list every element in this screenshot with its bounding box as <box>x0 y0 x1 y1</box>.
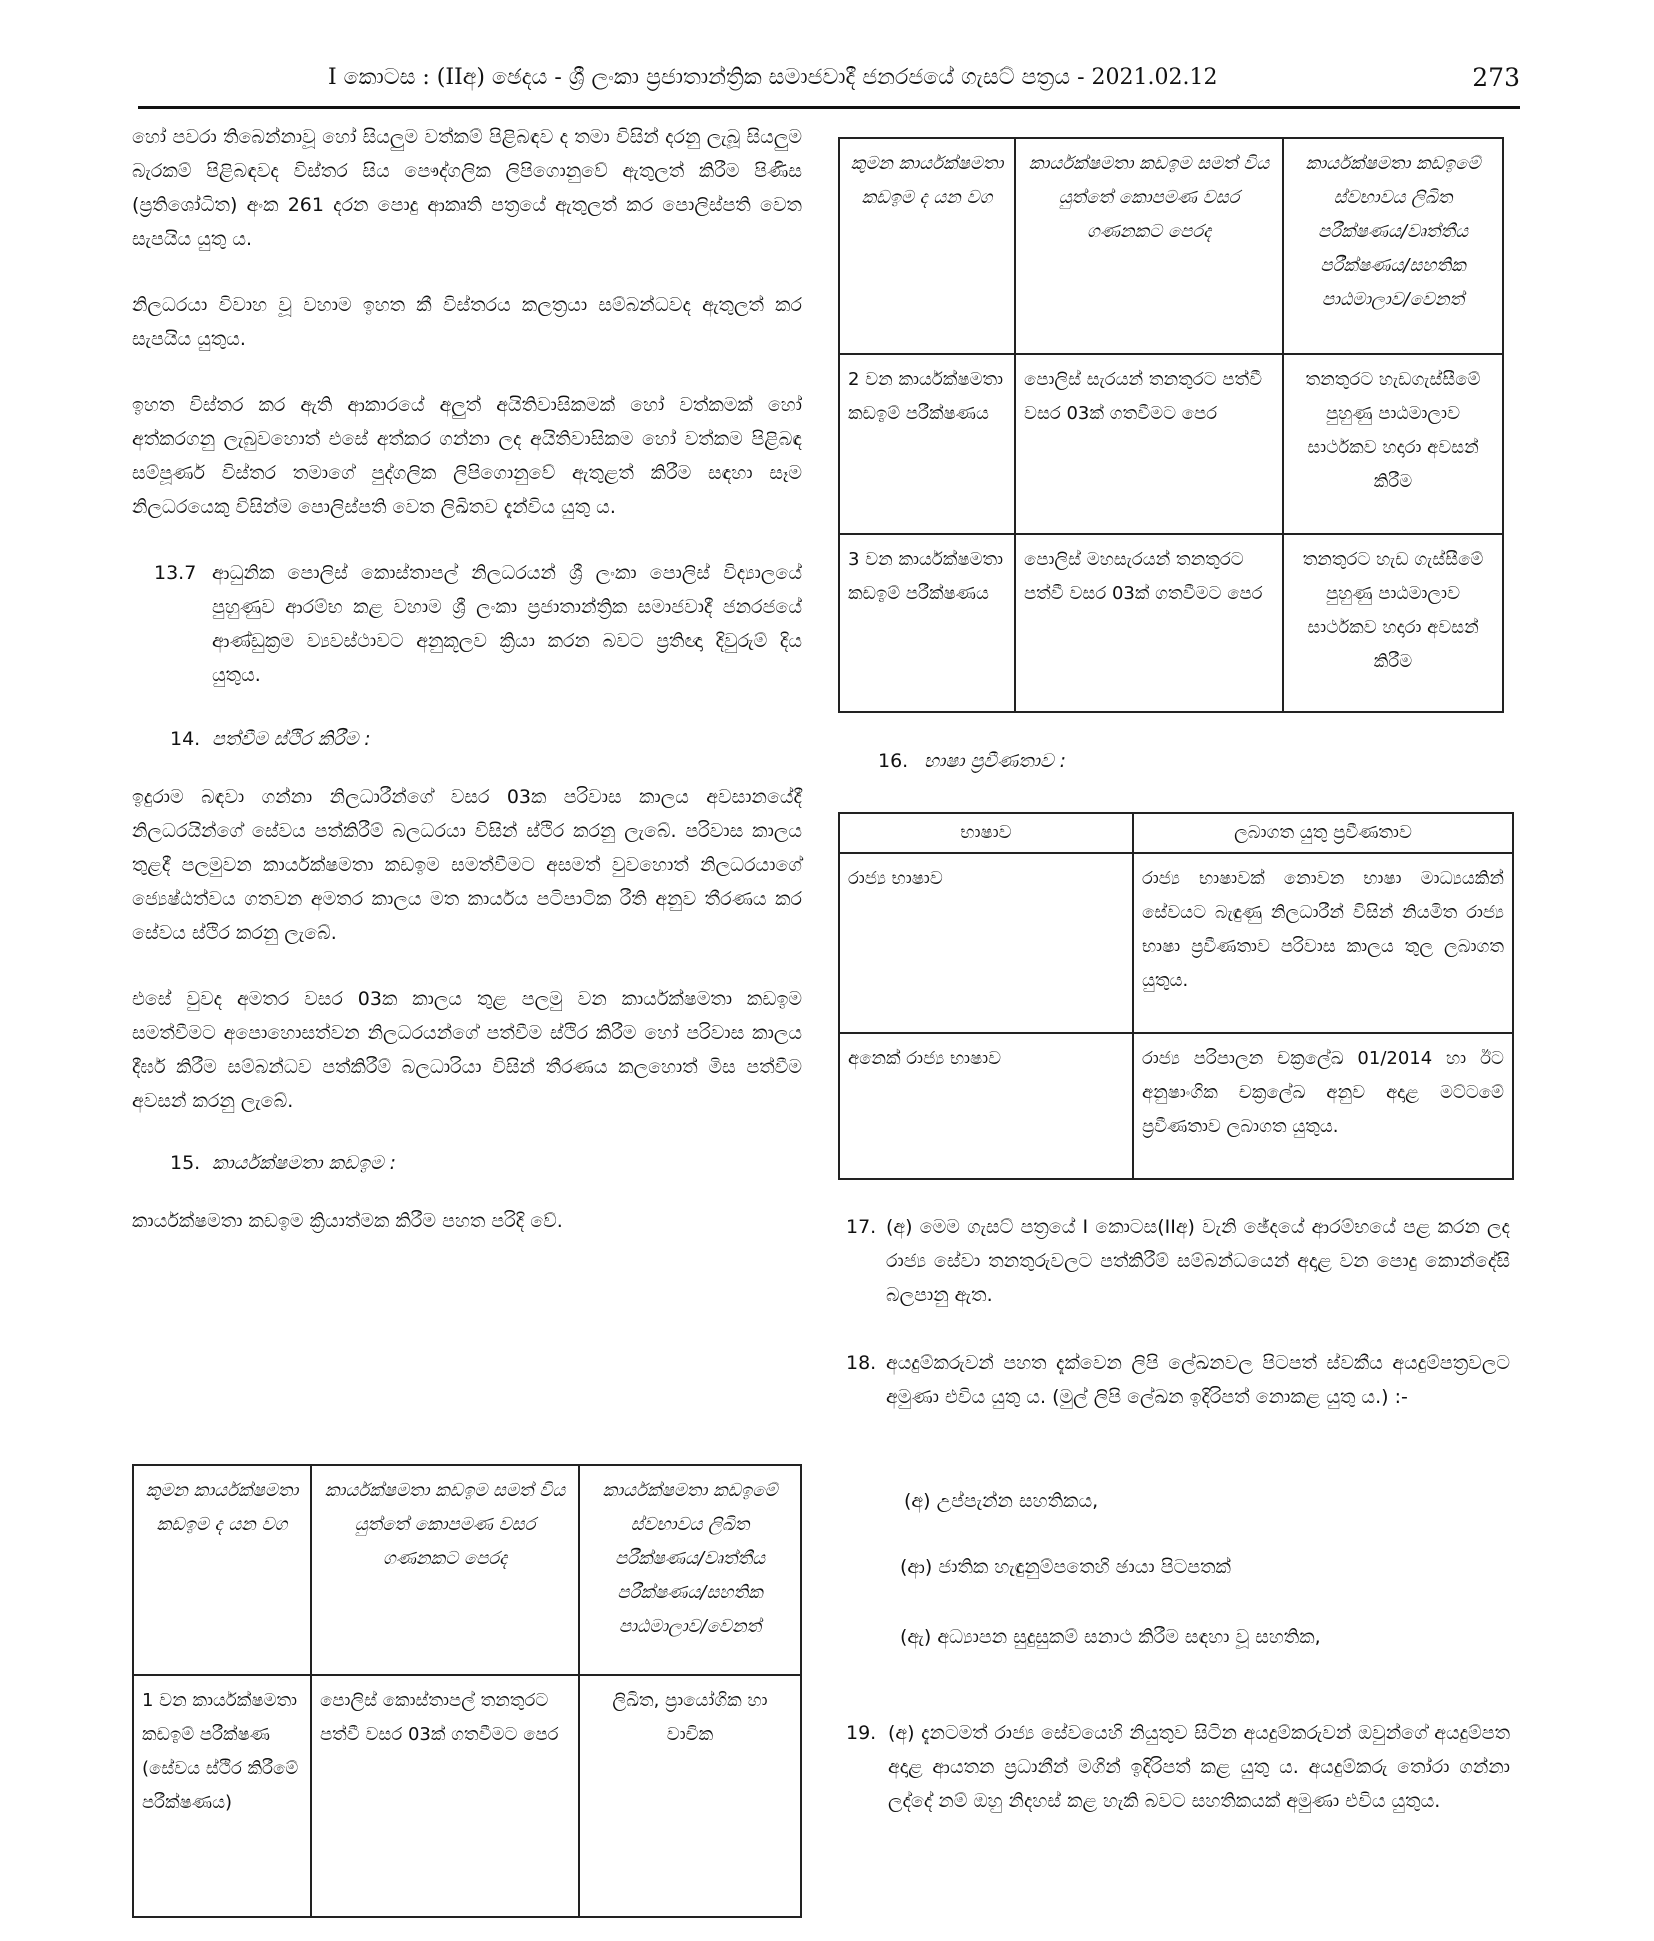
table-cell: තනතුරට හැඩ ගැස්සීමේ පුහුණු පාඨමාලාව සාර්ථකව හදාරා අවසන් කිරීම <box>1283 534 1503 712</box>
section-15 <box>132 1146 802 1180</box>
header-title: I කොටස : (IIඅ) ඡෙදය - ශ්‍රී ලංකා ප්‍රජාතාන්ත්‍රික සමාජවාදී ජනරජයේ ගැසට් පත්‍රය - 2021.02.12 <box>328 65 1218 90</box>
table-cell: පොලිස් සැරයන් තනතුරට පත්වී වසර 03ක් ගතවීමට පෙර <box>1015 354 1283 534</box>
header-cell: කුමන කාර්යක්ෂමතා කඩඉම ද යන වග <box>133 1465 311 1675</box>
section-18-text: අයදුම්කරුවන් පහත දැක්වෙන ලිපි ලේඛනවල පිටපත් ස්වකීය අයදුම්පත්‍රවලට අමුණා එවිය යුතු ය. (මුල් ලිපි ලේඛන ඉදිරිපත් නොකළ යුතු ය.) :- <box>886 1352 1510 1408</box>
table-cell: පොලිස් කොස්තාපල් තනතුරට පත්වී වසර 03ක් ගතවීමට පෙර <box>311 1675 579 1917</box>
paragraph-assets: හෝ පවරා තිබෙන්නාවූ හෝ සියලුම වත්කම් පිළිබඳව ද තමා විසින් දරනු ලැබූ සියලුම බැරකම් පිළිබඳවද විස්තර සිය පෞද්ගලික ලිපිගොනුවේ ඇතුලත් කිරීම පිණිස (ප්‍රතිශෝධිත) අංක 261 දරන පොදු ආකෘති පත්‍රයේ ඇතුලත් කර පොලිස්පති වෙත සැපයිය යුතු ය. <box>132 126 802 250</box>
section-number: 19. <box>846 1722 877 1744</box>
section-17-text: (අ) මෙම ගැසට් පත්‍රයේ I කොටස(IIඅ) වැනි ඡේදයේ ආරම්භයේ පළ කරන ලද රාජ්‍ය සේවා තනතුරුවලට පත්කිරීම් සම්බන්ධයෙන් අදාළ වන පොදු කොන්දේසි බලපානු ඇත. <box>886 1216 1510 1306</box>
section-14 <box>132 722 802 756</box>
page-header <box>138 62 1520 102</box>
header-cell: භාෂාව <box>839 813 1133 853</box>
section-17 <box>846 1210 1510 1312</box>
table-cell: ලිඛිත, ප්‍රායෝගික හා වාචික <box>579 1675 801 1917</box>
table-cell: තනතුරට හැඩගැස්සීමේ පුහුණු පාඨමාලාව සාර්ථකව හදාරා අවසන් කිරීම <box>1283 354 1503 534</box>
header-cell: කාර්යක්ෂමතා කඩඉම සමත් විය යුත්තේ කොපමණ වසර ගණනකට පෙරද <box>311 1465 579 1675</box>
section-15-heading: කාර්යක්ෂමතා කඩඉම : <box>212 1152 396 1174</box>
section-number: 17. <box>846 1216 877 1238</box>
section-19 <box>846 1716 1510 1818</box>
section-number: 16. <box>878 750 909 772</box>
paragraph-new-assets: ඉහත විස්තර කර ඇති ආකාරයේ අලුත් අයිතිවාසිකමක් හෝ වත්කමක් හෝ අත්කරගනු ලැබුවහොත් එසේ අත්කර ගන්නා ලද අයිතිවාසිකම හෝ වත්කම පිළිබඳ සම්පූර්ණ විස්තර තමාගේ පුද්ගලික ලිපිගොනුවේ ඇතුළත් කිරීම සඳහා සෑම නිලධරයෙකු විසින්ම පොලිස්පති වෙත ලිඛිතව දැන්විය යුතු ය. <box>132 394 802 518</box>
table-header-row <box>839 138 1503 354</box>
paragraph-confirmation: ඉදුරාම බඳවා ගන්නා නිලධාරීන්ගේ වසර 03ක පරිවාස කාලය අවසානයේදී නිලධරයින්ගේ සේවය පත්කිරීම් බලධරයා විසින් ස්ථිර කරනු ලැබේ. පරිවාස කාලය තුළදී පලමුවන කාර්යක්ෂමතා කඩඉම සමත්වීමට අසමත් වුවහොත් නිලධරයාගේ ජ්‍යෙෂ්ඨත්වය ගතවන අමතර කාලය මත කාර්යය පටිපාටික රීති අනුව තීරණය කර සේවය ස්ථිර කරනු ලැබේ. <box>132 786 802 944</box>
section-number: 14. <box>170 728 201 750</box>
left-column <box>132 120 802 1238</box>
paragraph-spouse: නිලධරයා විවාහ වූ වහාම ඉහත කී විස්තරය කලත්‍රයා සම්බන්ධවද ඇතුලත් කර සැපයිය යුතුය. <box>132 294 802 350</box>
section-16-heading: භාෂා ප්‍රවීණතාව : <box>924 750 1066 772</box>
paragraph-eb-intro: කාර්යක්ෂමතා කඩඉම ක්‍රියාත්මක කිරීම පහත පරිදි වේ. <box>132 1210 563 1232</box>
section-number: 18. <box>846 1352 877 1374</box>
table-cell: රාජ්‍ය භාෂාව <box>839 853 1133 1033</box>
section-18 <box>846 1346 1510 1414</box>
section-16 <box>878 744 1498 778</box>
table-cell: පොලිස් මහසැරයන් තනතුරට පත්වී වසර 03ක් ගතවීමට පෙර <box>1015 534 1283 712</box>
table-row <box>133 1675 801 1917</box>
paragraph-termination: එසේ වුවද අමතර වසර 03ක කාලය තුළ පලමු වන කාර්යක්ෂමතා කඩඉම සමත්වීමට අපොහොසත්වන නිලධරයන්ගේ පත්වීම ස්ථිර කිරීම හෝ පරිවාස කාලය දීර්ඝ කිරීම සම්බන්ධව පත්කිරීම් බලධාරියා විසින් තීරණය කලහොත් මිස පත්වීම අවසන් කරනු ලැබේ. <box>132 988 802 1112</box>
list-item-education-certificates: (ඇ) අධ්‍යාපන සුදුසුකම් සනාථ කිරීම සඳහා වූ සහතික, <box>900 1626 1321 1648</box>
table-cell: 1 වන කාර්යක්ෂමතා කඩඉම් පරීක්ෂණ (සේවය ස්ථිර කිරීමේ පරීක්ෂණය) <box>133 1675 311 1917</box>
table-header-row <box>839 813 1513 853</box>
table-row <box>839 853 1513 1033</box>
page-number: 273 <box>1472 63 1520 92</box>
table-header-row <box>133 1465 801 1675</box>
eb-table-1 <box>132 1464 802 1918</box>
table-cell: රාජ්‍ය පරිපාලන චක්‍රලේඛ 01/2014 හා ඊට අනුෂාංගික චක්‍රලේඛ අනුව අදාළ මට්ටමේ ප්‍රවීණතාව ලබාගත යුතුය. <box>1133 1033 1513 1179</box>
section-13-7-text: ආධුනික පොලිස් කොස්තාපල් නිලධරයන් ශ්‍රී ලංකා පොලිස් විද්‍යාලයේ පුහුණුව ආරම්භ කළ වහාම ශ්‍රී ලංකා ප්‍රජාතාන්ත්‍රික සමාජවාදී ජනරජයේ ආණ්ඩුක්‍රම ව්‍යවස්ථාවට අනුකූලව ක්‍රියා කරන බවට ප්‍රතිඥා දිවුරුම් දිය යුතුය. <box>212 562 802 686</box>
list-item-nic-copy: (ආ) ජාතික හැඳුනුම්පතෙහි ඡායා පිටපතක් <box>900 1556 1231 1578</box>
header-cell: කුමන කාර්යක්ෂමතා කඩඉම ද යන වග <box>839 138 1015 354</box>
header-cell: කාර්යක්ෂමතා කඩඉමේ ස්වභාවය ලිඛිත පරීක්ෂණය/වෘත්තීය පරීක්ෂණය/සහතික පාඨමාලාව/වෙනත් <box>579 1465 801 1675</box>
section-number: 15. <box>170 1152 201 1174</box>
table-cell: අනෙක් රාජ්‍ය භාෂාව <box>839 1033 1133 1179</box>
header-rule <box>138 106 1520 109</box>
eb-table-2 <box>838 137 1504 713</box>
header-cell: කාර්යක්ෂමතා කඩඉමේ ස්වභාවය ලිඛිත පරීක්ෂණය/වෘත්තීය පරීක්ෂණය/සහතික පාඨමාලාව/වෙනත් <box>1283 138 1503 354</box>
table-cell: 3 වන කාර්යක්ෂමතා කඩඉම් පරීක්ෂණය <box>839 534 1015 712</box>
section-number: 13.7 <box>154 562 197 584</box>
section-13-7 <box>132 556 802 692</box>
list-item-birth-certificate: (අ) උප්පැන්න සහතිකය, <box>904 1490 1099 1512</box>
table-cell: 2 වන කාර්යක්ෂමතා කඩඉම් පරීක්ෂණය <box>839 354 1015 534</box>
table-row <box>839 1033 1513 1179</box>
section-14-heading: පත්වීම ස්ථිර කිරීම : <box>212 728 371 750</box>
header-cell: ලබාගත යුතු ප්‍රවීණතාව <box>1133 813 1513 853</box>
language-table <box>838 812 1514 1180</box>
table-row <box>839 534 1503 712</box>
table-cell: රාජ්‍ය භාෂාවක් නොවන භාෂා මාධ්‍යයකින් සේවයට බැඳුණු නිලධාරීන් විසින් නියමිත රාජ්‍ය භාෂා ප්‍රවීණතාව පරිවාස කාලය තුල ලබාගත යුතුය. <box>1133 853 1513 1033</box>
section-19-text: (අ) දැනටමත් රාජ්‍ය සේවයෙහි නියුතුව සිටින අයදුම්කරුවන් ඔවුන්ගේ අයදුම්පත අදාළ ආයතන ප්‍රධානීන් මගින් ඉදිරිපත් කළ යුතු ය. අයදුම්කරු තෝරා ගන්නා ලද්දේ නම් ඔහු නිදහස් කළ හැකි බවට සහතිකයක් අමුණා එවිය යුතුය. <box>888 1722 1510 1812</box>
table-row <box>839 354 1503 534</box>
header-cell: කාර්යක්ෂමතා කඩඉම සමත් විය යුත්තේ කොපමණ වසර ගණනකට පෙරද <box>1015 138 1283 354</box>
